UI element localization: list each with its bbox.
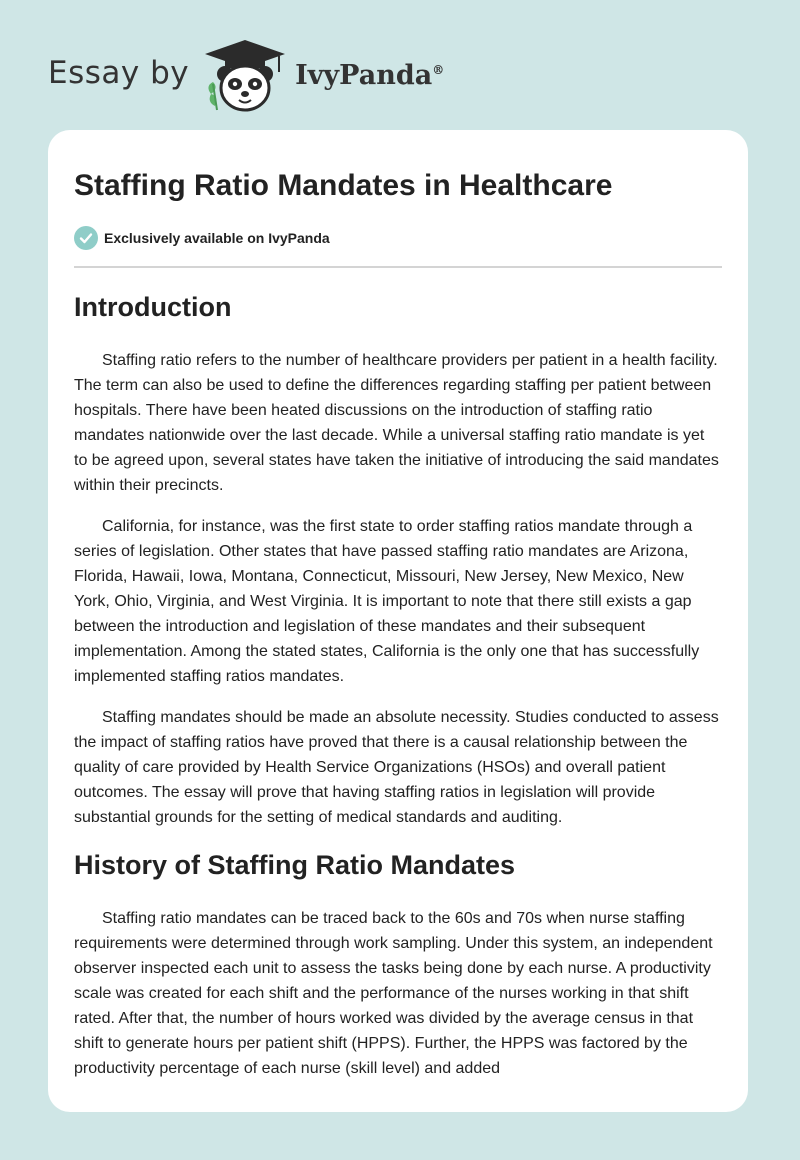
panda-graduation-cap-icon [199,36,291,116]
paragraph: Staffing mandates should be made an absolute necessity. Studies conducted to assess the impact of staffing ratios have proved that there is a causal relationship between the quality of care provided by Health Service Organizations (HSOs) and overall patient outcomes. The essay will prove that having staffing ratios in legislation will provide substantial grounds for the setting of medical standards and auditing. [74,709,719,826]
section-heading-introduction: Introduction [74,292,232,322]
exclusive-badge [74,224,722,252]
registered-mark: ® [432,62,445,77]
site-header-logo[interactable] [48,36,508,116]
article-title: Staffing Ratio Mandates in Healthcare [74,169,613,202]
brand-name: IvyPanda® [295,59,445,91]
divider [74,266,722,268]
essay-by-label: Essay by [48,55,190,91]
paragraph: California, for instance, was the first state to order staffing ratios mandate through a series of legislation. Other states that have passed staffing ratio mandates are Arizona, Florida, Hawaii, Iowa, Montana, Connecticut, Missouri, New Jersey, New Mexico, New York, Ohio, Virginia, and West Virginia. It is important to note that there still exists a gap between the introduction and legislation of these mandates and their subsequent implementation. Among the stated states, California is the only one that has successfully implemented staffing ratios mandates. [74,518,700,685]
article-card [48,130,748,1112]
section-heading-history: History of Staffing Ratio Mandates [74,850,516,880]
paragraph: Staffing ratio refers to the number of healthcare providers per patient in a health facility. The term can also be used to define the differences regarding staffing per patient between hospitals. There have been heated discussions on the introduction of staffing ratio mandates nationwide over the last decade. While a universal staffing ratio mandate is yet to be agreed upon, several states have taken the initiative of introducing the said mandates within their precincts. [74,352,719,494]
paragraph: Staffing ratio mandates can be traced back to the 60s and 70s when nurse staffing requirements were determined through work sampling. Under this system, an independent observer inspected each unit to assess the tasks being done by each nurse. A productivity scale was created for each shift and the performance of the nurses working in that shift rated. After that, the number of hours worked was divided by the average census in that shift to generate hours per patient shift (HPPS). Further, the HPPS was factored by the productivity percentage of each nurse (skill level) and added [74,910,713,1077]
checkmark-icon [74,226,98,250]
exclusive-badge-text: Exclusively available on IvyPanda [104,230,330,246]
